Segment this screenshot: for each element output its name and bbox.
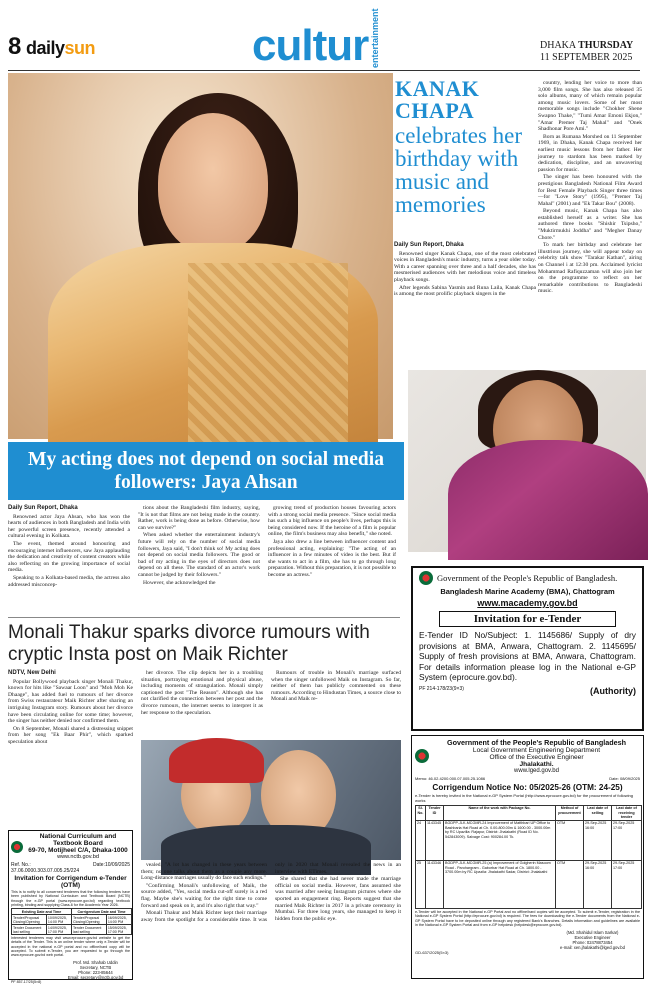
- lged-phone: Phone: 02478873454: [572, 940, 613, 946]
- bangladesh-emblem-icon: [11, 841, 23, 853]
- photo-shape-hat: [169, 738, 264, 783]
- bma-body: E-Tender ID No/Subject: 1. 1145686/ Supply of dry provisions at BMA, Anwara, Chattogram. 2. 1145695/ Supply of fresh provisions at BMA, Anwara, Chattogram. For details information please log in the National e-GP System (eprocure.gov.bd).: [419, 630, 636, 683]
- section-subtitle: entertainment: [370, 8, 380, 68]
- nctb-dates-table: [11, 908, 132, 935]
- table-cell: BGDPP-JLK-MCGMR-25 (a) Improvement of Golgherin Masoom Road - Parohargram - Gaborbar Hat Road at Ch. 1800.00 - 3700.00m by RC Upazila: Jhalakathi Sadar, District: Jhalakathi: [444, 860, 556, 908]
- monali-article-col4: [141, 862, 401, 980]
- jaya-para: tions about the Bangladeshi film industry, saying, "It is not that films are not being made in the country. Rather, work is being done as before. Otherwise, how can we survive?": [138, 505, 260, 531]
- jaya-para: Jaya also drew a line between influencer content and professional acting, explaining: "The acting of an influencer in a few minutes of video is the best. But if she wants to act in a film, she has to go through long preparation. Without this preparation, it is not possible to become an actress.": [268, 538, 396, 578]
- table-cell: 1143345: [426, 820, 444, 860]
- lged-date: Date: 08/09/2025: [609, 776, 640, 781]
- monali-byline: NDTV, New Delhi: [8, 670, 56, 676]
- table-cell: BGDPP-JLK-MCGMR-24 Improvement of Matthbari UP Office to Bashbaria Hat Road at Ch. 0.00-800.00m & 1600.00 - 3000.00m by RC Upazilla: Rajapur, District: Jhalakathi (Road ID No. 542843009). Salvage Cost: 900284.00 Tk.: [444, 820, 556, 860]
- table-cell: OTM: [556, 820, 584, 860]
- table-cell: 15/09/2025, 17:00 PM: [106, 925, 131, 935]
- bma-ref: PF 214-178/23(9×3): [419, 685, 464, 692]
- monali-para: On 8 September, Monali shared a distressing snippet from her song "Ek Baar Phir", which sparked speculation about: [8, 725, 133, 745]
- kanak-para: country, lending her voice to more than 3,000 film songs. She has also released 35 solo albums, many of which remain popular among music lovers. Some of her most memorable songs include "Chokher Shene Swapno Thake," "Tumi Amar Emoni Ekjon," "Amar Premer Taj Mahal" and "Onek Shadhonar Pore Ami.": [538, 80, 642, 133]
- table-header: Last date of receiving tender: [612, 805, 642, 820]
- photo-shape-face: [158, 113, 268, 253]
- photo-shape-sari-pattern: [188, 263, 348, 443]
- kanak-para: After legends Sabina Yasmin and Runa Laila, Kanak Chapa is among the most prolific playback singers in the: [394, 284, 536, 298]
- kanak-para: Born as Rumana Morshed on 11 September 1969, in Dhaka, Kanak Chapa received her earliest music lessons from her father. Her journey to stardom has been marked by dedication, discipline, and an unwavering passion for music.: [538, 133, 642, 173]
- nctb-email: Email: secretary@nctb.gov.bd: [67, 974, 124, 980]
- monali-article-col2: [141, 670, 263, 738]
- table-cell: 14/09/2025, 17:00 PM: [46, 925, 71, 935]
- table-cell: Tender Document last selling: [12, 925, 47, 935]
- nctb-ref: Ref. No.: 37.06.0000.303.07.005.25/224: [11, 862, 80, 874]
- lged-memo: Memo: 46.02.4200.000.07.005.25.1086: [415, 776, 486, 781]
- jaya-para: Speaking to a Kolkata-based media, the actress also addressed misconcep-: [8, 574, 130, 588]
- lged-code: GD-637/2025(5×3): [415, 950, 449, 956]
- table-cell: Tender/Proposal Closing/Opening: [71, 915, 106, 925]
- jaya-para: The event, themed around honouring and encouraging internet influencers, saw Jaya applauding the dedication and creativity of content creators while also reflecting on the growing importance of social media.: [8, 540, 130, 574]
- lged-district: Jhalakathi.: [519, 761, 554, 768]
- kanak-headline: celebrates her birthday with music and memories: [395, 123, 523, 217]
- table-cell: 1143346: [426, 860, 444, 908]
- kanak-article-col1: [394, 242, 536, 299]
- bangladesh-emblem-icon: [419, 571, 433, 585]
- table-cell: 24: [416, 820, 426, 860]
- lged-dept: Local Government Engineering Department: [472, 747, 601, 754]
- nctb-phone: Phone: 223-85644: [78, 969, 113, 975]
- bangladesh-emblem-icon: [415, 749, 429, 763]
- kanak-chapa-photo: [408, 370, 646, 552]
- bma-tender-ad: [411, 566, 644, 731]
- lged-signatory: (Md. Shahidul Islam Sarkar): [566, 930, 619, 936]
- bma-url[interactable]: www.macademy.gov.bd: [477, 598, 578, 608]
- monali-para: "Confirming Monali's unfollowing of Maik, the source added, "Yes, social media cut-off surely is a red flag. Maybe she's waiting for the right time to come forward and speak on it, and it's also right that way.": [141, 882, 267, 909]
- bma-title: Invitation for e-Tender: [439, 611, 616, 627]
- photo-shape-body: [448, 440, 648, 560]
- lged-designation: Executive Engineer: [574, 935, 611, 941]
- jaya-article-col2: [138, 505, 260, 587]
- jaya-headline: My acting does not depend on social media followers: Jaya Ahsan: [8, 442, 404, 500]
- nctb-designation: Secretary, NCTB: [79, 964, 112, 970]
- nctb-address: 69-70, Motijheel C/A, Dhaka-1000: [28, 847, 128, 854]
- jaya-para: Renowned actor Jaya Ahsan, who has won the hearts of audiences in both Bangladesh and India with her powerful screen presence, recently attended a cultural evening in Kolkata.: [8, 513, 130, 540]
- logo-daily: daily: [26, 38, 65, 58]
- table-header: Name of the work with Package No.: [444, 805, 556, 820]
- table-header: Method of procurement: [556, 805, 584, 820]
- monali-para: her divorce. The clip depicts her in a troubling situation, portraying emotional and physical abuse, including moments of strangulation. Monali simply captioned the post "The Reason". Although she has not clarified the connection between her post and the divorce rumours, the internet seems to interpret it as her response to the speculation.: [141, 670, 263, 716]
- nctb-title: Invitation for Corrigendum e-Tender (OTM): [14, 875, 127, 889]
- monali-para: Rumours of trouble in Monali's marriage surfaced when the singer unfollowed Maik on Instagram. So far, neither of them has publicly commented on these rumours. According to Hindustan Times, a source close to Monali and Maik re-: [271, 670, 401, 703]
- monali-para: Popular Bollywood playback singer Monali Thakur, known for hits like "Sawaar Loon" and "Moh Moh Ke Dhaage", has added fuel to rumours of her divorce from Swiss restaurateur Maik Richter after sharing an intriguing Instagram story. Rumours about her divorce have been circulating online for some time; however, the singer has neither denied nor confirmed them.: [8, 678, 133, 725]
- nctb-url[interactable]: www.nctb.gov.bd: [57, 854, 99, 860]
- monali-para: Monali Thakur and Maik Richter kept their marriage away from the spotlight for a considerable time. It was only in 2020 that Monali revealed the news in an interview with ETimes.: [141, 862, 401, 923]
- jaya-byline: Daily Sun Report, Dhaka: [8, 505, 78, 511]
- table-cell: 29-Sep-2025 17:00: [612, 820, 642, 860]
- kanak-article-col2: [538, 80, 642, 296]
- lged-tender-ad: [411, 735, 644, 979]
- table-row: [416, 820, 642, 860]
- table-row: [416, 860, 642, 908]
- nctb-footer: Interested tenderers may visit www.eprocure.gov.bd website to get the details of the Tender. This is an online tender where only e-Tender will be accepted in the national e-GP portal and no offline/hard copy will be accepted. To submit e-Tender, you are requested to go through the www.eprocure.gov.bd web portal.: [11, 936, 130, 958]
- logo-sun: sun: [64, 38, 96, 58]
- nctb-corrig-header: Corrigendum Date and Time: [71, 909, 131, 915]
- lged-title: Corrigendum Notice No: 05/2025-26 (OTM: 24-25): [432, 783, 623, 792]
- monali-article-col1: [8, 670, 133, 828]
- kanak-name: [395, 78, 535, 122]
- table-cell: Tender/Proposal Closing/Opening: [12, 915, 47, 925]
- nctb-code: PF 857-17/25(5×8): [11, 979, 42, 984]
- table-cell: 25: [416, 860, 426, 908]
- jaya-ahsan-photo: [8, 73, 393, 439]
- masthead-logo: [26, 38, 95, 59]
- bma-org: Bangladesh Marine Academy (BMA), Chattogram: [440, 587, 615, 596]
- kanak-name-line2: CHAPA: [395, 98, 475, 123]
- kanak-byline: Daily Sun Report, Dhaka: [394, 242, 464, 248]
- section-title: cultur: [252, 21, 369, 70]
- kanak-para: Beyond music, Kanak Chapa has also established herself as a writer. She has authored three books "Shishir Tsipsho," "Muktirmukhi Joddha" and "Megher Danay Chore.": [538, 208, 642, 241]
- kanak-headline-block: [395, 78, 535, 238]
- lged-office: Office of the Executive Engineer: [489, 754, 584, 761]
- table-cell: Tender Document last selling: [71, 925, 106, 935]
- header-rule: [8, 70, 640, 71]
- table-cell: 10/09/2025, 14:00 PM: [46, 915, 71, 925]
- nctb-existing-header: Existing Date and Time: [12, 909, 72, 915]
- nctb-tender-ad: [8, 830, 133, 984]
- table-header: Last date of selling: [584, 805, 612, 820]
- bma-authority: (Authority): [590, 685, 636, 696]
- kanak-name-line1: KANAK: [395, 76, 480, 101]
- dateline-city: [540, 40, 633, 51]
- jaya-para: However, she acknowledged the: [143, 579, 216, 586]
- bma-gov: Government of the People's Republic of Bangladesh.: [437, 573, 618, 583]
- table-cell: 29-Sep-2025 16:00: [584, 860, 612, 908]
- jaya-para: growing trend of production houses favouring actors with a strong social media presence. "Since social media has such a big influence on people's lives, perhaps this is being considered now. If the heroine of a film is popular online, the film's business may also benefit," she noted.: [268, 505, 396, 538]
- dateline-date: 11 SEPTEMBER 2025: [540, 52, 633, 63]
- city: DHAKA: [540, 40, 576, 51]
- nctb-date: Date:10/09/2025: [93, 862, 130, 868]
- lged-email: e-mail: xen.jhalakathi@lged.gov.bd: [560, 945, 625, 951]
- monali-article-col3: [271, 670, 401, 738]
- kanak-para: To mark her birthday and celebrate her illustrious journey, she will appear today on celebrity talk show "Tarakar Kathan", airing on Channel i at 12:30 pm. Acclaimed lyricist Mohammad Rafiquzzaman will also join her on the programme to reflect on her remarkable contributions to Bangladeshi music.: [538, 242, 642, 295]
- table-row: [12, 915, 132, 925]
- nctb-intro: This is to notify to all concerned tenderers that the following tenders have been published by National Curriculum and Textbook Board (NCTB) through the e-GP portal (www.eprocure.gov.bd) regarding textbook printing, binding and supplying Class-6 for the Academic Year 2026.: [11, 890, 130, 907]
- jaya-para: When asked whether the entertainment industry's future will rely on the number of social media followers, Jaya said, "I don't think so! My acting does not depend on social media followers. The good or bad of my acting in the eyes of directors does not depend on all these. The standard of an actor's work cannot be judged by their followers.": [138, 532, 260, 578]
- kanak-para: The singer has been honoured with the prestigious Bangladesh National Film Award for Best Female Playback Singer three times—for "Love Story" (1995), "Premer Taj Mahal" (2001) and "Ek Takar Bou" (2008).: [538, 174, 642, 207]
- table-cell: 29-Sep-2025 16:00: [584, 820, 612, 860]
- monali-para: vealed, "A lot has changed in these years between them; no one talks about them as a couple any more. Long-distance marriages usually do face such endings.": [141, 862, 267, 882]
- section-divider: [8, 617, 400, 618]
- kanak-para: Renowned singer Kanak Chapa, one of the most celebrated voices in Bangladesh's music industry, turns a year older today. With a career spanning over three and a half decades, she has mesmerised audiences with her melodious voice and timeless playback songs.: [394, 250, 536, 283]
- monali-headline: Monali Thakur sparks divorce rumours with cryptic Insta post on Maik Richter: [8, 622, 370, 665]
- lged-works-table: [415, 805, 642, 909]
- monali-para: She shared that she had never made the marriage official on social media. However, fans assumed she was married after seeing Instagram pictures where she sported an engagement ring. Reports suggest that she married Maik Richter in 2017 in a private ceremony in Mumbai. For three long years, she managed to keep it hidden from the public eye.: [275, 876, 401, 922]
- lged-footer: e-Tender will be accepted in the National e-GP Portal and no offline/hard copies will be accepted. To submit e-Tender, registration in the National e-GP System Portal (http://eprocure.gov.bd) is required. The fees for downloading the e-Tender documents from the National e-GP System Portal have to be deposited online through any registered Bank's Branches. Details information and guidelines are available in the National e-GP System Portal and from e-GP helpdesk (helpdesk@eprocure.gov.bd).: [415, 909, 640, 928]
- lged-url[interactable]: www.lged.gov.bd: [514, 768, 559, 774]
- nctb-signatory: Prof. Md. Shahab Uddin: [73, 959, 118, 965]
- nctb-org: National Curriculum and Textbook Board: [39, 833, 117, 847]
- jaya-article-col3: [268, 505, 396, 580]
- table-cell: 29-Sep-2025 17:00: [612, 860, 642, 908]
- jaya-article-col1: [8, 505, 130, 589]
- table-header: Tender ID: [426, 805, 444, 820]
- lged-intro: e-Tender is hereby invited in the National e-GP System Portal (http://www.eprocure.gov.bd) for the procurement of following works: [415, 793, 633, 803]
- page-number: 8: [8, 33, 22, 60]
- monali-maik-photo: [141, 740, 401, 860]
- table-header: Sl. No.: [416, 805, 426, 820]
- table-cell: OTM: [556, 860, 584, 908]
- table-row: [12, 925, 132, 935]
- table-cell: 16/09/2025, 14:00 PM: [106, 915, 131, 925]
- lged-gov: Government of the People's Republic of Bangladesh: [446, 738, 627, 747]
- weekday: THURSDAY: [578, 40, 634, 51]
